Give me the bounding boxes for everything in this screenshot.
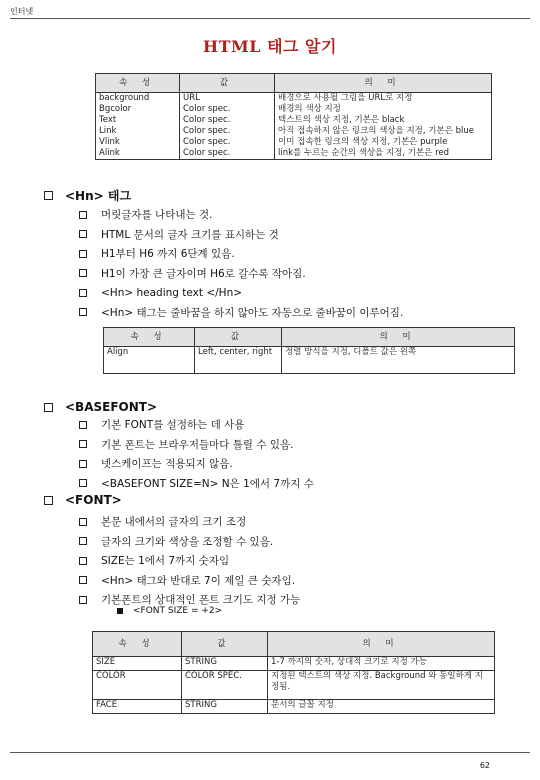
- table-cell: 배경으로 사용될 그림을 URL로 지정: [275, 93, 492, 105]
- checkbox-bullet-icon: [44, 403, 53, 412]
- sub-item-text: <FONT SIZE = +2>: [133, 606, 223, 616]
- table-cell: 이미 접속한 링크의 색상 지정, 기본은 purple: [275, 137, 492, 148]
- table-header: 값: [180, 74, 275, 93]
- list-item: [79, 435, 314, 455]
- table-cell: Color spec.: [180, 137, 275, 148]
- section-heading-hn: [44, 187, 131, 204]
- table-header: 속 성: [93, 632, 182, 657]
- table-cell: Align: [104, 347, 195, 374]
- table-row: [96, 137, 492, 148]
- table-cell: Color spec.: [180, 115, 275, 126]
- table-cell: Bgcolor: [96, 104, 180, 115]
- checkbox-bullet-icon: [79, 211, 87, 219]
- table-cell: Link: [96, 126, 180, 137]
- table-row: [104, 347, 515, 374]
- list-item: [79, 244, 403, 264]
- table-cell: background: [96, 93, 180, 105]
- checkbox-bullet-icon: [79, 308, 87, 316]
- table-row: [96, 115, 492, 126]
- list-item: [79, 225, 403, 245]
- table-cell: 아직 접속하지 않은 링크의 색상을 지정, 기본은 blue: [275, 126, 492, 137]
- list-item: [79, 415, 314, 435]
- table-cell: Color spec.: [180, 148, 275, 160]
- section-heading-basefont: [44, 400, 157, 414]
- table-row: [93, 671, 495, 700]
- list-item: [79, 474, 314, 494]
- header-divider: [10, 18, 530, 19]
- section-heading-font: [44, 493, 122, 507]
- table-row: [93, 657, 495, 671]
- font-size-example: [117, 606, 222, 616]
- list-item-text: H1이 가장 큰 글자이며 H6로 갈수록 작아짐.: [101, 267, 306, 280]
- list-item: [79, 205, 403, 225]
- table-cell: 정렬 방식을 지정, 디폴트 값은 왼쪽: [282, 347, 515, 374]
- table-cell: 텍스트의 색상 지정, 기본은 black: [275, 115, 492, 126]
- checkbox-bullet-icon: [79, 576, 87, 584]
- table-cell: Color spec.: [180, 104, 275, 115]
- table-cell: STRING: [182, 657, 268, 671]
- list-item-text: 머릿글자를 나타내는 것.: [101, 209, 213, 222]
- table-cell: Color spec.: [180, 126, 275, 137]
- list-item-text: HTML 문서의 글자 크기를 표시하는 것: [101, 228, 279, 241]
- checkbox-bullet-icon: [79, 230, 87, 238]
- table-cell: STRING: [182, 700, 268, 714]
- table-cell: COLOR SPEC.: [182, 671, 268, 700]
- list-item: [79, 303, 403, 323]
- checkbox-bullet-icon: [44, 496, 53, 505]
- checkbox-bullet-icon: [79, 289, 87, 297]
- list-item-text: 글자의 크기와 색상을 조정할 수 있음.: [101, 535, 274, 548]
- section-heading-text: <BASEFONT>: [65, 400, 158, 414]
- checkbox-bullet-icon: [79, 440, 87, 448]
- table-cell: Text: [96, 115, 180, 126]
- section-heading-text: <Hn> 태그: [65, 189, 132, 203]
- list-item-text: 기본 FONT를 설정하는 데 사용: [101, 419, 245, 432]
- table-row: [93, 700, 495, 714]
- body-attributes-table: [95, 73, 492, 160]
- table-cell: URL: [180, 93, 275, 105]
- checkbox-bullet-icon: [79, 596, 87, 604]
- table-cell: link를 누르는 순간의 색상을 지정, 기본은 red: [275, 148, 492, 160]
- hn-bullet-list: [79, 205, 403, 322]
- list-item-text: 기본 폰트는 브라우저들마다 틀릴 수 있음.: [101, 438, 294, 451]
- table-row: [96, 148, 492, 160]
- footer-divider: [10, 752, 530, 753]
- table-cell: FACE: [93, 700, 182, 714]
- page-title: HTML 태그 알기: [203, 37, 337, 56]
- checkbox-bullet-icon: [79, 460, 87, 468]
- table-row: [96, 126, 492, 137]
- checkbox-bullet-icon: [79, 518, 87, 526]
- list-item-text: 기본폰트의 상대적인 폰트 크기도 지정 가능: [101, 594, 301, 607]
- table-header: 값: [195, 328, 282, 347]
- table-header: 값: [182, 632, 268, 657]
- table-cell: Left, center, right: [195, 347, 282, 374]
- table-cell: 배경의 색상 지정: [275, 104, 492, 115]
- font-attributes-table: [92, 631, 495, 714]
- checkbox-bullet-icon: [79, 537, 87, 545]
- list-item-text: 본문 내에서의 글자의 크기 조정: [101, 516, 247, 529]
- list-item-text: H1부터 H6 까지 6단계 있음.: [101, 248, 235, 261]
- table-row: [96, 93, 492, 105]
- table-row: [96, 104, 492, 115]
- list-item: [79, 454, 314, 474]
- table-cell: 1-7 까지의 숫자, 상대적 크기로 지정 가능: [268, 657, 495, 671]
- basefont-bullet-list: [79, 415, 314, 493]
- table-cell: SIZE: [93, 657, 182, 671]
- section-heading-text: <FONT>: [65, 493, 122, 507]
- checkbox-bullet-icon: [79, 557, 87, 565]
- table-header: 의 미: [282, 328, 515, 347]
- font-bullet-list: [79, 512, 300, 610]
- square-bullet-icon: [117, 608, 123, 614]
- list-item-text: 넷스케이프는 적용되지 않음.: [101, 458, 233, 471]
- list-item-text: <Hn> heading text </Hn>: [101, 286, 243, 299]
- checkbox-bullet-icon: [79, 250, 87, 258]
- table-cell: 지정된 텍스트의 색상 지정. Background 와 동일하게 지정됨.: [268, 671, 495, 700]
- checkbox-bullet-icon: [44, 191, 53, 200]
- table-cell: 문서의 글꼴 지정: [268, 700, 495, 714]
- table-cell: COLOR: [93, 671, 182, 700]
- table-header: 의 미: [268, 632, 495, 657]
- checkbox-bullet-icon: [79, 479, 87, 487]
- table-header: 의 미: [275, 74, 492, 93]
- list-item: [79, 532, 300, 552]
- list-item: [79, 264, 403, 284]
- list-item: [79, 283, 403, 303]
- table-header: 속 성: [96, 74, 180, 93]
- checkbox-bullet-icon: [79, 269, 87, 277]
- list-item: [79, 551, 300, 571]
- list-item-text: <BASEFONT SIZE=N> N은 1에서 7까지 수: [101, 477, 314, 490]
- table-cell: Vlink: [96, 137, 180, 148]
- align-attribute-table: [103, 327, 515, 374]
- list-item-text: <Hn> 태그는 줄바꿈을 하지 않아도 자동으로 줄바꿈이 이루어짐.: [101, 306, 404, 319]
- list-item-text: <Hn> 태그와 반대로 7이 제일 큰 숫자임.: [101, 574, 296, 587]
- table-header: 속 성: [104, 328, 195, 347]
- list-item-text: SIZE는 1에서 7까지 숫자임: [101, 555, 230, 568]
- page-number: 62: [479, 761, 490, 770]
- list-item: [79, 571, 300, 591]
- checkbox-bullet-icon: [79, 421, 87, 429]
- header-label: 인터넷: [10, 7, 34, 16]
- list-item: [79, 512, 300, 532]
- table-cell: Alink: [96, 148, 180, 160]
